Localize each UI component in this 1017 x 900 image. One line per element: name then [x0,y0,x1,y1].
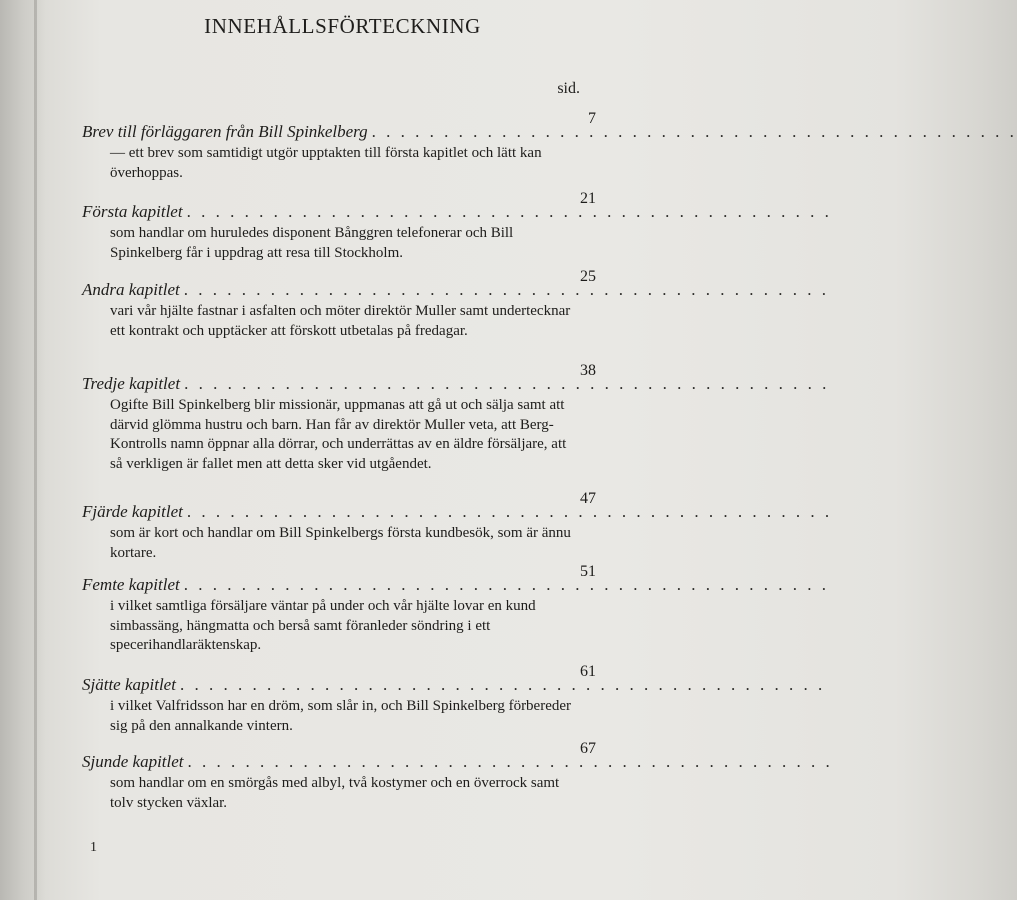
entry-heading: Sjätte kapitlet [82,675,176,694]
page-number: 25 [580,268,596,285]
dot-leader: . . . . . . . . . . . . . . . . . . . . . . . . . . . . . . . . . . . . . . . . . . . . . [186,202,832,221]
page-number: 7 [588,110,596,127]
toc-entry-chapter-4 [82,490,833,563]
page-number: 21 [580,190,596,207]
page-number: 51 [580,563,596,580]
entry-heading: Första kapitlet [82,202,183,221]
entry-heading: Femte kapitlet [82,575,180,594]
toc-entry-letter [82,110,1017,183]
entry-heading: Fjärde kapitlet [82,502,183,521]
dot-leader: . . . . . . . . . . . . . . . . . . . . . . . . . . . . . . . . . . . . . . . . . . . . . [183,575,829,594]
dot-leader: . . . . . . . . . . . . . . . . . . . . . . . . . . . . . . . . . . . . . . . . . . . . . [179,675,826,694]
toc-entry-chapter-1 [82,190,832,263]
entry-description: som handlar om en smörgås med albyl, två kostymer och en överrock samt tolv stycken växlar. [110,775,560,811]
entry-heading: Andra kapitlet [82,280,180,299]
page-folio: 1 [90,840,97,855]
dot-leader: . . . . . . . . . . . . . . . . . . . . . . . . . . . . . . . . . . . . . . . . . . . . . [183,280,829,299]
dot-leader: . . . . . . . . . . . . . . . . . . . . . . . . . . . . . . . . . . . . . . . . . . . . . [371,122,1017,141]
page-gutter-shadow [0,0,46,900]
page-number: 47 [580,490,596,507]
entry-heading: Tredje kapitlet [82,374,181,393]
page-title: INNEHÅLLSFÖRTECKNING [204,14,481,38]
entry-description: vari vår hjälte fastnar i asfalten och möter direktör Muller samt undertecknar ett kontrakt och upptäcker att förskott utbetalas på fredagar. [110,303,571,339]
entry-heading: Brev till förläggaren från Bill Spinkelberg [82,122,368,141]
page-number: 38 [580,362,596,379]
toc-entry-chapter-3 [82,362,830,474]
dot-leader: . . . . . . . . . . . . . . . . . . . . . . . . . . . . . . . . . . . . . . . . . . . . . [187,752,833,771]
entry-description: — ett brev som samtidigt utgör upptakten till första kapitlet och lätt kan överhoppas. [110,145,542,181]
entry-description: i vilket Valfridsson har en dröm, som slår in, och Bill Spinkelberg förbereder sig på den annalkande vintern. [110,698,572,734]
page-number: 67 [580,740,596,757]
page-edge [34,0,37,900]
entry-description: Ogifte Bill Spinkelberg blir missionär, uppmanas att gå ut och sälja samt att därvid glömma hustru och barn. Han får av direktör Muller veta, att Berg-Kontrolls namn öppnar alla dörrar, och underrättas av en äldre försäljare, att så verkligen är fallet men att detta sker vid utgåendet. [110,397,567,472]
page-column-label: sid. [557,80,580,97]
dot-leader: . . . . . . . . . . . . . . . . . . . . . . . . . . . . . . . . . . . . . . . . . . . . . [184,374,830,393]
page-number: 61 [580,663,596,680]
dot-leader: . . . . . . . . . . . . . . . . . . . . . . . . . . . . . . . . . . . . . . . . . . . . . [186,502,833,521]
toc-entry-chapter-2 [82,268,829,341]
entry-heading: Sjunde kapitlet [82,752,184,771]
toc-entry-chapter-6 [82,663,826,736]
entry-description: som är kort och handlar om Bill Spinkelbergs första kundbesök, som är ännu kortare. [110,525,571,561]
toc-entry-chapter-7 [82,740,833,813]
entry-description: som handlar om huruledes disponent Bånggren telefonerar och Bill Spinkelberg får i uppdrag att resa till Stockholm. [110,225,514,261]
toc-entry-chapter-5 [82,563,829,656]
entry-description: i vilket samtliga försäljare väntar på under och vår hjälte lovar en kund simbassäng, hängmatta och berså samt föranleder söndring i ett specerihandlaräktenskap. [110,598,536,653]
